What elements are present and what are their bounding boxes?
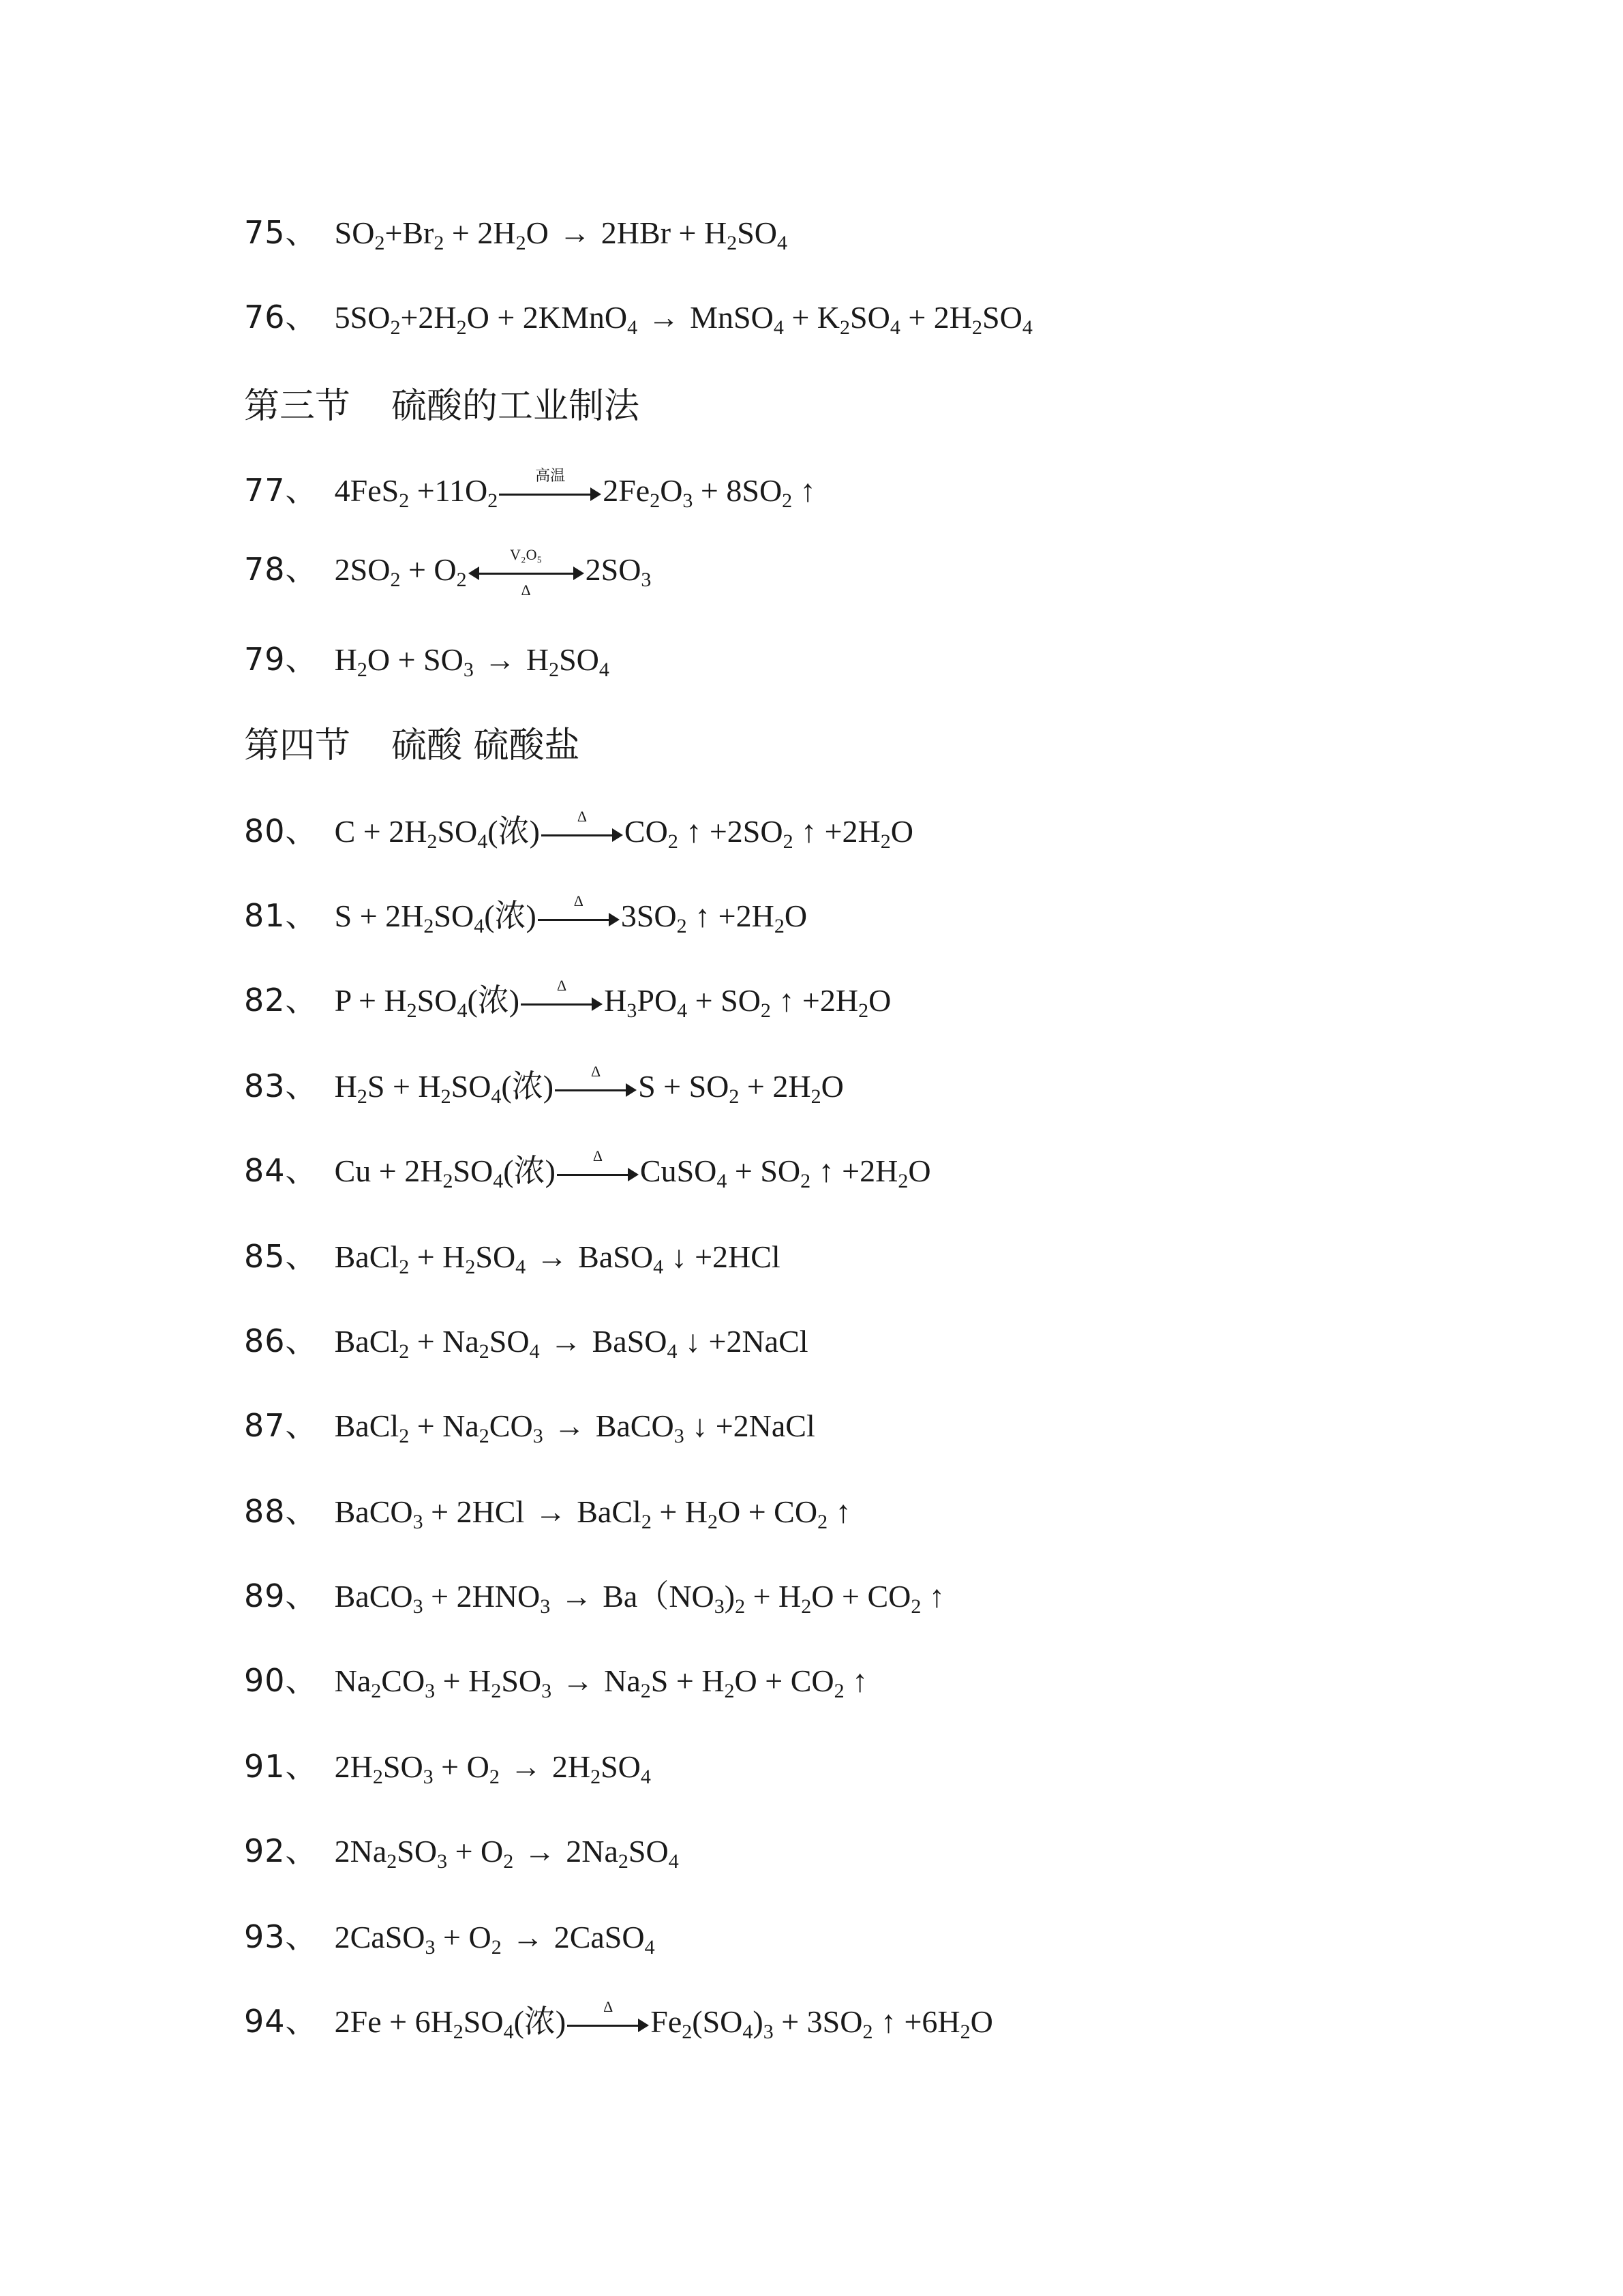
equation-formula: $4FeS_2 +11O_2$ 高温 $2Fe_2O_3 + 8SO_2$ ↑ [334, 467, 816, 512]
equation-number: 79、 [244, 641, 318, 678]
equation-80 [244, 808, 913, 853]
equation-number: 78、 [244, 551, 318, 588]
equation-81 [244, 892, 808, 937]
equation-number: 92、 [244, 1832, 318, 1869]
equation-85 [244, 1238, 780, 1278]
section-heading-3 [244, 386, 640, 427]
equation-77 [244, 467, 816, 512]
equation-formula: $2Fe + 6H_2SO_4$(浓) Δ $Fe_2(SO_4)_3 + 3SO_2$ ↑ $+6H_2O$ [334, 1998, 993, 2043]
equation-79 [244, 641, 609, 681]
equation-number: 87、 [244, 1407, 318, 1444]
condition-arrow [538, 892, 620, 929]
equation-formula: BaCl$_2$ + $H_2SO_4$ → BaSO$_4$ ↓ +2HCl [334, 1239, 780, 1278]
condition-label: Δ [521, 581, 531, 599]
condition-arrow [521, 977, 603, 1014]
equation-formula: $2H_2SO_3 + O_2 \to 2H_2SO_4$ [334, 1749, 651, 1788]
equation-number: 77、 [244, 472, 318, 509]
equation-number: 85、 [244, 1238, 318, 1275]
equation-formula: BaCl$_2$ + $Na_2SO_4$ → BaSO$_4$ ↓ +2NaCl [334, 1324, 808, 1363]
equation-formula: $P + H_2SO_4$(浓) Δ $H_3PO_4 + SO_2$ ↑ $+2H_2O$ [334, 977, 892, 1022]
equation-formula: $S + 2H_2SO_4$(浓) Δ $3SO_2$ ↑ $+2H_2O$ [334, 892, 808, 937]
equation-82 [244, 977, 892, 1022]
condition-arrow [567, 1998, 649, 2035]
equation-89 [244, 1577, 945, 1618]
condition-label: V₂O₅ [510, 546, 543, 564]
section-number: 第三节 [244, 386, 351, 427]
equation-formula: $Na_2CO_3 + H_2SO_3 \to Na_2S + H_2O + CO_2$ ↑ [334, 1663, 868, 1702]
equation-number: 88、 [244, 1493, 318, 1530]
condition-label: Δ [603, 1998, 613, 2016]
section-heading-4 [244, 725, 580, 766]
reversible-condition-arrow [468, 546, 584, 599]
equation-number: 93、 [244, 1918, 318, 1955]
equation-formula: BaCO$_3$ + $2HNO_3 \to Ba(NO_3)_2 + H_2O + CO_2$ ↑ [334, 1579, 945, 1618]
equation-formula: $H_2O + SO_3 \to H_2SO_4$ [334, 642, 609, 681]
equation-92 [244, 1832, 679, 1873]
equation-83 [244, 1063, 844, 1108]
condition-label: Δ [573, 892, 583, 910]
equation-number: 76、 [244, 299, 318, 335]
equation-formula: $2Na_2SO_3 + O_2 \to 2Na_2SO_4$ [334, 1834, 679, 1873]
section-title: 硫酸的工业制法 [391, 386, 640, 427]
condition-label: Δ [590, 1063, 601, 1081]
equation-88 [244, 1493, 851, 1533]
equation-formula: $Cu + 2H_2SO_4$(浓) Δ CuSO$_4$ + $SO_2$ ↑ $+2H_2O$ [334, 1147, 931, 1192]
equation-94 [244, 1998, 993, 2043]
equation-number: 80、 [244, 813, 318, 849]
equation-number: 94、 [244, 2003, 318, 2040]
equation-87 [244, 1407, 815, 1447]
equation-formula: BaCl$_2$ + $Na_2CO_3$ → BaCO$_3$ ↓ +2NaCl [334, 1408, 815, 1447]
condition-label: Δ [577, 808, 587, 826]
equation-93 [244, 1918, 655, 1959]
section-title: 硫酸 硫酸盐 [391, 725, 580, 766]
condition-arrow [499, 467, 601, 504]
section-number: 第四节 [244, 725, 351, 766]
equation-86 [244, 1323, 808, 1363]
equation-number: 75、 [244, 214, 318, 251]
equation-number: 84、 [244, 1152, 318, 1189]
condition-label: Δ [592, 1147, 603, 1165]
equation-number: 86、 [244, 1323, 318, 1359]
equation-75 [244, 214, 787, 254]
equation-78 [244, 546, 652, 599]
equation-formula: $2SO_2 + O_2$ $\frac{\text{V₂O₅}}{\Delta}$ $2SO_3$ [334, 546, 652, 599]
equation-number: 82、 [244, 982, 318, 1018]
equation-91 [244, 1748, 651, 1788]
condition-label: 高温 [535, 467, 566, 485]
equation-formula: $5SO_2+2H_2O$ + 2KMnO$_4$ → MnSO$_4$ + $K_2SO_4 + 2H_2SO_4$ [334, 300, 1033, 339]
equation-number: 89、 [244, 1577, 318, 1614]
equation-formula: $SO_2+Br_2 + 2H_2O \to 2HBr + H_2SO_4$ [334, 215, 787, 254]
equation-76 [244, 299, 1033, 339]
equation-number: 81、 [244, 897, 318, 934]
condition-arrow [541, 808, 623, 845]
equation-84 [244, 1147, 931, 1192]
equation-formula: $C + 2H_2SO_4$(浓) Δ $CO_2$ ↑ $+2SO_2$ ↑ $+2H_2O$ [334, 808, 913, 853]
equation-number: 91、 [244, 1748, 318, 1785]
equation-formula: 2CaSO$_3$ + $O_2$ → 2CaSO$_4$ [334, 1920, 655, 1959]
condition-arrow [557, 1147, 639, 1184]
equation-90 [244, 1662, 868, 1702]
equation-number: 90、 [244, 1662, 318, 1699]
equation-number: 83、 [244, 1068, 318, 1104]
condition-arrow [555, 1063, 637, 1100]
condition-label: Δ [557, 977, 567, 995]
equation-formula: $H_2S + H_2SO_4$(浓) Δ $S + SO_2 + 2H_2O$ [334, 1063, 844, 1108]
equation-formula: BaCO$_3$ + 2HCl → BaCl$_2$ + $H_2O + CO_2$ ↑ [334, 1494, 851, 1533]
